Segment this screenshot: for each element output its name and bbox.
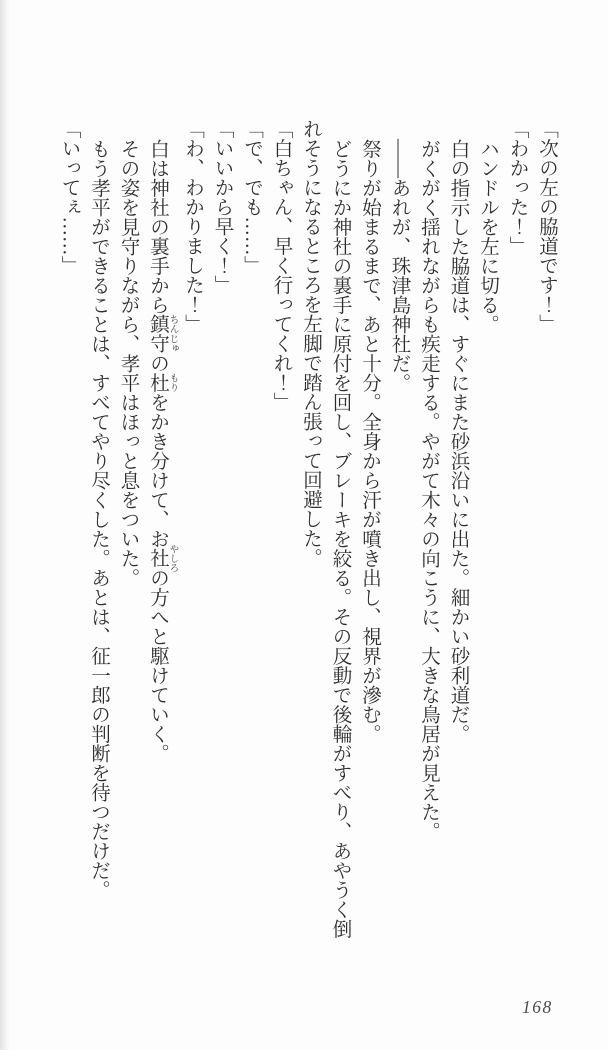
page-text (54, 119, 561, 943)
furigana-annotated-word: 社 やしろ (147, 543, 178, 572)
furigana-annotated-word: 杜 もり (147, 372, 178, 392)
narrative-line: その姿を見守りながら、孝平はほっと息をついた。 (117, 138, 139, 587)
furigana-reading: ちんじゅ (167, 314, 178, 353)
dialogue-line: 「いってぇ……」 (58, 119, 80, 275)
page-number: 168 (522, 997, 553, 1017)
furigana-reading: もり (167, 372, 178, 392)
dialogue-line: 「わ、わかりました！」 (182, 119, 203, 334)
narrative-line: ――あれが、珠津島神社だ。 (388, 138, 410, 392)
dialogue-line: 「わかった！」 (506, 119, 528, 256)
furigana-reading: やしろ (167, 543, 178, 572)
dialogue-line: 「いいから早く！」 (211, 119, 233, 295)
dialogue-line: 「次の左の脇道です！」 (536, 119, 557, 334)
dialogue-line: 「で、でも……」 (241, 119, 262, 275)
narrative-line: どうにか神社の裏手に原付を回し、ブレーキを絞る。その反動で後輪がすべり、あやうく倒れそうになるところを左脚で踏ん張って回避した。 (300, 119, 351, 938)
narrative-line: もう孝平ができることは、すべてやり尽くした。あとは、征一郎の判断を待つだけだ。 (88, 138, 109, 899)
narrative-line: ハンドルを左に切る。 (477, 138, 498, 334)
page-edge-shadow (0, 0, 10, 1050)
narrative-line: 祭りが始まるまで、あと十分。全身から汗が噴き出し、視界が滲む。 (359, 138, 380, 743)
furigana-annotated-word: 鎮守 ちんじゅ (147, 314, 178, 353)
dialogue-line: 「白ちゃん、早く行ってくれ！」 (270, 119, 292, 412)
narrative-line: 白の指示した脇道は、すぐにまた砂浜沿いに出た。細かい砂利道だ。 (447, 138, 469, 743)
narrative-line: 白は神社の裏手から鎮守 ちんじゅの杜 もりをかき分けて、お社 やしろの方へと駆けていく。 (147, 138, 178, 763)
narrative-line: がくがく揺れながらも疾走する。やがて木々の向こうに、大きな鳥居が見えた。 (418, 138, 439, 841)
